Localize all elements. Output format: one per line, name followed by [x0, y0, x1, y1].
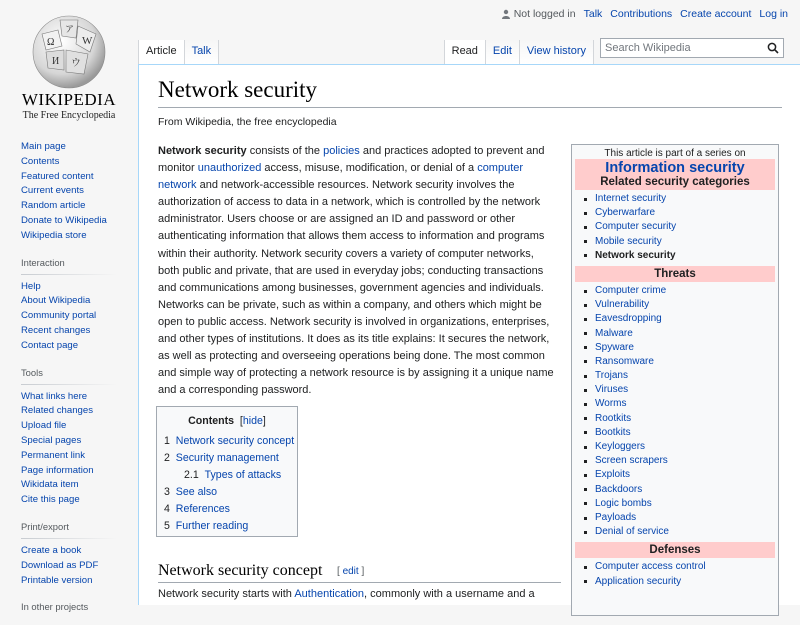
toc-item-label[interactable]: Network security concept: [175, 435, 295, 447]
bullet: [584, 431, 587, 434]
sidebar-item-page-information[interactable]: Page information: [21, 464, 94, 476]
sidebar-item-recent-changes[interactable]: Recent changes: [21, 324, 91, 336]
site-subtitle: From Wikipedia, the free encyclopedia: [158, 116, 337, 128]
bullet: [584, 417, 587, 420]
sidebar-heading-print-export: Print/export: [21, 520, 69, 532]
toc-item[interactable]: [164, 503, 230, 515]
tab-view-history[interactable]: View history: [519, 40, 594, 64]
list-item-label[interactable]: Mobile security: [595, 235, 662, 247]
section-text: Network security starts with: [158, 588, 295, 600]
sidebar-item-download-pdf[interactable]: Download as PDF: [21, 559, 99, 571]
bullet: [584, 446, 587, 449]
page-title: Network security: [158, 77, 318, 102]
series-threats-list: [572, 282, 778, 542]
namespace-tabs: [138, 40, 219, 64]
search-placeholder: Search Wikipedia: [605, 42, 691, 54]
list-item-label[interactable]: Internet security: [595, 193, 667, 204]
section-text: , commonly with a username and a: [364, 588, 535, 600]
lead-bold-term: Network security: [158, 145, 247, 157]
svg-text:И: И: [52, 56, 60, 67]
list-item[interactable]: [578, 525, 778, 539]
lead-text: and network-accessible resources. Network security involves the authorization of access to data in a network, which is controlled by the network administrator. Users choose or are assigned an ID and password or other authenticating information that allows them access to information and programs within their authority. Network security covers a variety of computer networks, both public and private, that are used in everyday jobs; conducting transactions and communications among businesses, government agencies and individuals. Networks can be private, such as within a company, and others which might be open to public access. Network security is involved in organizations, enterprises, and other types of institutions. It does as its title explains: It secures the network, as well as protecting and overseeing operations being done. The most common and simple way of protecting a network resource is by assigning it a unique name and a corresponding password.: [158, 179, 554, 397]
sidebar-item-about[interactable]: About Wikipedia: [21, 295, 91, 307]
list-item-label[interactable]: Rootkits: [595, 412, 632, 424]
sidebar-item-special-pages[interactable]: Special pages: [21, 434, 82, 446]
bullet: [584, 346, 587, 349]
sidebar-item-permanent-link[interactable]: Permanent link: [21, 449, 85, 461]
bullet: [584, 580, 587, 583]
wikipedia-globe-icon: [30, 12, 108, 90]
list-item-label[interactable]: Ransomware: [595, 355, 654, 367]
toc-item-number: 2.1: [184, 469, 199, 481]
sidebar-item-main-page[interactable]: Main page: [21, 141, 66, 152]
sidebar-item-store[interactable]: Wikipedia store: [21, 229, 87, 241]
sidebar-item-random-article[interactable]: Random article: [21, 200, 86, 212]
list-item-label[interactable]: Denial of service: [595, 526, 669, 538]
toc-item[interactable]: [164, 435, 294, 447]
search-input[interactable]: [600, 38, 784, 58]
user-icon: [501, 9, 511, 19]
series-header: [575, 159, 775, 190]
list-item-label[interactable]: Logic bombs: [595, 497, 652, 509]
list-item-label[interactable]: Vulnerability: [595, 299, 650, 311]
not-logged-in: [501, 8, 576, 20]
list-item-label[interactable]: Spyware: [595, 341, 634, 353]
wikipedia-logo[interactable]: [0, 0, 138, 130]
contributions-link[interactable]: Contributions: [610, 8, 673, 20]
list-item[interactable]: [578, 497, 778, 511]
toc-item-label[interactable]: See also: [175, 486, 218, 498]
article-content: [138, 64, 800, 605]
svg-text:W: W: [82, 35, 93, 47]
tab-edit[interactable]: Edit: [485, 40, 519, 64]
toc-item[interactable]: [164, 486, 217, 498]
svg-text:Ω: Ω: [47, 37, 55, 48]
section-divider: [158, 582, 561, 583]
bullet: [584, 318, 587, 321]
bullet: [584, 403, 587, 406]
list-item[interactable]: [578, 575, 778, 589]
list-item[interactable]: [578, 369, 778, 383]
link-authentication[interactable]: Authentication: [294, 588, 365, 600]
lead-paragraph: [158, 143, 556, 399]
link-unauthorized[interactable]: unauthorized: [197, 162, 262, 175]
sidebar-item-contents[interactable]: Contents: [21, 155, 60, 167]
toc-title: [157, 415, 297, 427]
series-threats-heading: Threats: [575, 266, 775, 282]
sidebar-item-community-portal[interactable]: Community portal: [21, 310, 97, 322]
list-item-label[interactable]: Computer access control: [595, 561, 706, 573]
sidebar-item-contact[interactable]: Contact page: [21, 339, 79, 351]
list-item-label[interactable]: Trojans: [595, 370, 628, 382]
list-item-label[interactable]: Bootkits: [595, 426, 631, 438]
sidebar-print-export: [0, 521, 138, 588]
sidebar-item-related-changes[interactable]: Related changes: [21, 405, 94, 417]
toc-item-number: 3: [164, 486, 170, 498]
sidebar-divider: [21, 384, 117, 385]
series-subtitle: Related security categories: [600, 176, 750, 188]
user-talk-link[interactable]: Talk: [583, 8, 603, 20]
tab-article[interactable]: Article: [138, 40, 184, 64]
series-related-list: [572, 190, 778, 266]
section-paragraph: [158, 588, 558, 600]
table-of-contents: [156, 406, 298, 537]
search-icon[interactable]: [767, 42, 779, 54]
list-item-label[interactable]: Cyberwarfare: [595, 207, 656, 219]
bullet: [584, 389, 587, 392]
toc-item-number: 5: [164, 520, 170, 532]
list-item[interactable]: [578, 412, 778, 426]
bullet: [584, 566, 587, 569]
sidebar-navigation: [0, 140, 138, 244]
bullet: [584, 240, 587, 243]
list-item-label[interactable]: Malware: [595, 327, 633, 339]
list-item-label: Network security: [595, 249, 676, 261]
list-item[interactable]: [578, 327, 778, 341]
section-heading: Network security concept: [158, 562, 323, 579]
sidebar-interaction: [0, 257, 138, 354]
list-item[interactable]: [578, 397, 778, 411]
series-intro: This article is part of a series on: [604, 148, 746, 159]
toc-item-label[interactable]: Security management: [175, 452, 279, 464]
lead-text: access, misuse, modification, or denial of a: [261, 162, 478, 175]
bullet: [584, 531, 587, 534]
bullet: [584, 226, 587, 229]
link-policies[interactable]: policies: [323, 145, 360, 157]
list-item-label[interactable]: Viruses: [595, 384, 629, 396]
series-defenses-heading: Defenses: [575, 542, 775, 558]
bullet: [584, 460, 587, 463]
list-item[interactable]: [578, 468, 778, 482]
sidebar-heading-tools: Tools: [21, 366, 43, 378]
sidebar-tools: [0, 367, 138, 508]
toc-item-label[interactable]: Further reading: [175, 520, 249, 532]
logo-wordmark: WIKIPEDIA: [21, 90, 117, 109]
list-item-label[interactable]: Payloads: [595, 511, 637, 523]
list-item[interactable]: [578, 383, 778, 397]
toc-item-label[interactable]: References: [175, 503, 230, 515]
title-divider: [158, 107, 782, 108]
sidebar-item-current-events[interactable]: Current events: [21, 185, 84, 197]
sidebar-other-projects: [0, 601, 138, 612]
list-item-current: [578, 249, 778, 263]
lead-text: consists of the: [246, 145, 324, 157]
list-item-label[interactable]: Computer security: [595, 221, 677, 233]
list-item[interactable]: [578, 298, 778, 312]
sidebar-item-create-book[interactable]: Create a book: [21, 544, 82, 556]
bullet: [584, 332, 587, 335]
list-item[interactable]: [578, 560, 778, 574]
list-item[interactable]: [578, 483, 778, 497]
toc-heading: Contents: [188, 415, 235, 427]
sidebar-item-printable-version[interactable]: Printable version: [21, 574, 93, 586]
sidebar-heading-other-projects: In other projects: [21, 601, 89, 613]
toc-item-label[interactable]: Types of attacks: [204, 469, 282, 481]
list-item-label[interactable]: Worms: [595, 398, 627, 410]
sidebar-divider: [21, 538, 117, 539]
bullet: [584, 254, 587, 257]
view-tabs: [444, 40, 784, 64]
toc-hide-toggle[interactable]: [hide]: [236, 415, 266, 427]
list-item[interactable]: [578, 426, 778, 440]
list-item[interactable]: [578, 220, 778, 234]
sidebar-item-featured-content[interactable]: Featured content: [21, 170, 94, 182]
sidebar-heading-interaction: Interaction: [21, 256, 65, 268]
sidebar-item-what-links-here[interactable]: What links here: [21, 390, 88, 402]
toc-item-number: 1: [164, 435, 170, 447]
bullet: [584, 304, 587, 307]
svg-text:ウ: ウ: [71, 58, 81, 69]
bullet: [584, 360, 587, 363]
personal-tools: [501, 8, 788, 20]
bullet: [584, 517, 587, 520]
bullet: [584, 375, 587, 378]
bullet: [584, 502, 587, 505]
tab-talk[interactable]: Talk: [184, 40, 220, 64]
list-item[interactable]: [578, 206, 778, 220]
toc-item-number: 4: [164, 503, 170, 515]
list-item[interactable]: [578, 355, 778, 369]
list-item-label[interactable]: Backdoors: [595, 483, 643, 495]
list-item-label[interactable]: Exploits: [595, 469, 631, 481]
list-item-label[interactable]: Keyloggers: [595, 441, 646, 452]
list-item[interactable]: [578, 454, 778, 468]
section-edit[interactable]: [ edit ]: [337, 566, 365, 577]
bullet: [584, 488, 587, 491]
tab-read[interactable]: Read: [444, 40, 485, 64]
create-account-link[interactable]: Create account: [680, 8, 752, 20]
toc-item[interactable]: [164, 452, 279, 464]
logo-tagline: The Free Encyclopedia: [22, 110, 116, 121]
list-item[interactable]: [578, 284, 778, 298]
toc-item[interactable]: [164, 520, 248, 532]
list-item-label[interactable]: Eavesdropping: [595, 313, 662, 325]
list-item[interactable]: [578, 440, 778, 454]
sidebar: [0, 140, 138, 625]
bullet: [584, 212, 587, 215]
section-edit-link[interactable]: edit: [342, 566, 359, 577]
sidebar-item-donate[interactable]: Donate to Wikipedia: [21, 214, 107, 226]
bullet: [584, 290, 587, 293]
list-item[interactable]: [578, 511, 778, 525]
sidebar-item-wikidata-item[interactable]: Wikidata item: [21, 479, 79, 491]
toc-item[interactable]: [184, 469, 281, 481]
list-item[interactable]: [578, 192, 778, 206]
list-item[interactable]: [578, 235, 778, 249]
bullet: [584, 474, 587, 477]
bullet: [584, 198, 587, 201]
svg-text:ア: ア: [65, 24, 75, 34]
log-in-link[interactable]: Log in: [759, 8, 788, 20]
lead-text: and practices adopted to prevent and monitor: [158, 145, 545, 175]
sidebar-item-upload-file[interactable]: Upload file: [21, 420, 67, 432]
sidebar-item-cite-this-page[interactable]: Cite this page: [21, 494, 80, 506]
list-item-label[interactable]: Computer crime: [595, 284, 667, 296]
link-computer-network[interactable]: computer network: [158, 162, 524, 192]
list-item[interactable]: [578, 341, 778, 355]
not-logged-in-label: Not logged in: [513, 8, 576, 20]
list-item-label[interactable]: Screen scrapers: [595, 455, 668, 467]
series-title[interactable]: Information security: [605, 160, 745, 176]
toc-item-number: 2: [164, 452, 170, 464]
toc-hide-link[interactable]: hide: [242, 415, 263, 427]
list-item-label[interactable]: Application security: [595, 575, 682, 587]
list-item[interactable]: [578, 312, 778, 326]
series-defenses-list: [572, 558, 778, 591]
sidebar-divider: [21, 274, 117, 275]
series-navbox: [571, 144, 779, 616]
sidebar-item-help[interactable]: Help: [21, 280, 41, 292]
